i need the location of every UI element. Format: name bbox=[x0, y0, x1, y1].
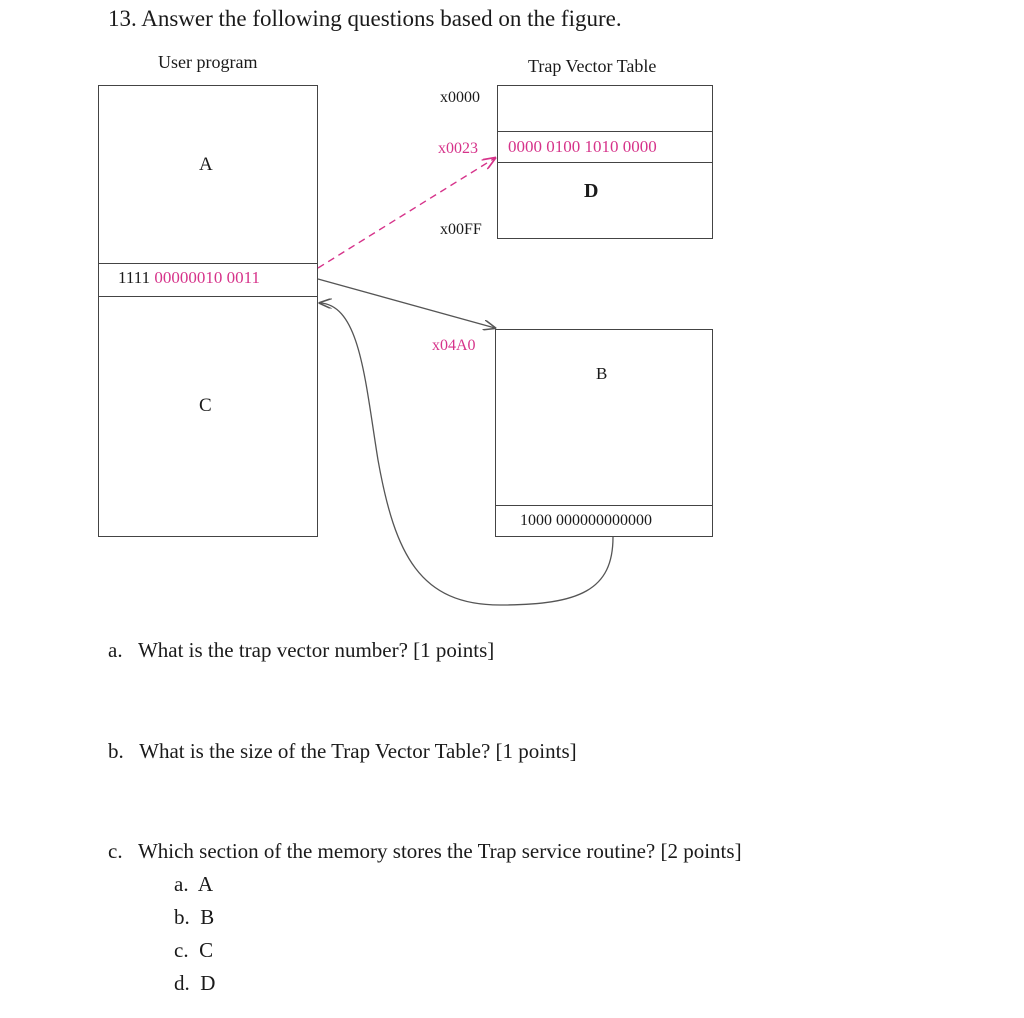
trap-opcode: 1111 bbox=[118, 268, 155, 287]
option-d[interactable] bbox=[174, 971, 215, 996]
option-a-label: a. bbox=[174, 872, 189, 896]
trap-vector-table-label: Trap Vector Table bbox=[528, 56, 657, 76]
section-d-label: D bbox=[584, 180, 599, 202]
option-b-text: B bbox=[200, 905, 215, 929]
trap-vector-bits: 00000010 0011 bbox=[154, 268, 260, 287]
option-d-text: D bbox=[200, 971, 216, 995]
subquestion-b-text: What is the size of the Trap Vector Table? [1 points] bbox=[139, 739, 577, 763]
subquestion-a bbox=[108, 638, 494, 663]
subquestion-a-text: What is the trap vector number? [1 points] bbox=[137, 638, 495, 662]
subquestion-c-label: c. bbox=[108, 839, 123, 863]
option-c[interactable] bbox=[174, 938, 213, 963]
option-a[interactable] bbox=[174, 872, 213, 897]
return-arrow bbox=[320, 303, 613, 605]
address-x0000: x0000 bbox=[440, 89, 480, 106]
section-c-label: C bbox=[199, 395, 212, 416]
address-x0023: x0023 bbox=[438, 140, 478, 157]
vector-entry-value: 0000 0100 1010 0000 bbox=[508, 137, 657, 156]
address-x04A0: x04A0 bbox=[432, 337, 476, 354]
subquestion-b bbox=[108, 739, 577, 764]
section-a-label: A bbox=[199, 154, 213, 175]
subquestion-c bbox=[108, 839, 742, 864]
option-c-text: C bbox=[199, 938, 214, 962]
user-program-label: User program bbox=[158, 52, 258, 72]
subquestion-c-text: Which section of the memory stores the Trap service routine? [2 points] bbox=[137, 839, 742, 863]
section-b-label: B bbox=[596, 364, 608, 383]
option-c-label: c. bbox=[174, 938, 189, 962]
jump-to-routine-arrow bbox=[318, 279, 495, 328]
question-title: 13. Answer the following questions based on the figure. bbox=[108, 6, 622, 31]
dashed-vector-arrow bbox=[318, 158, 495, 268]
ret-instruction: 1000 000000000000 bbox=[520, 512, 652, 529]
option-b-label: b. bbox=[174, 905, 190, 929]
option-a-text: A bbox=[197, 872, 214, 896]
subquestion-a-label: a. bbox=[108, 638, 123, 662]
address-x00FF: x00FF bbox=[440, 221, 482, 238]
subquestion-b-label: b. bbox=[108, 739, 124, 763]
option-b[interactable] bbox=[174, 905, 214, 930]
option-d-label: d. bbox=[174, 971, 190, 995]
